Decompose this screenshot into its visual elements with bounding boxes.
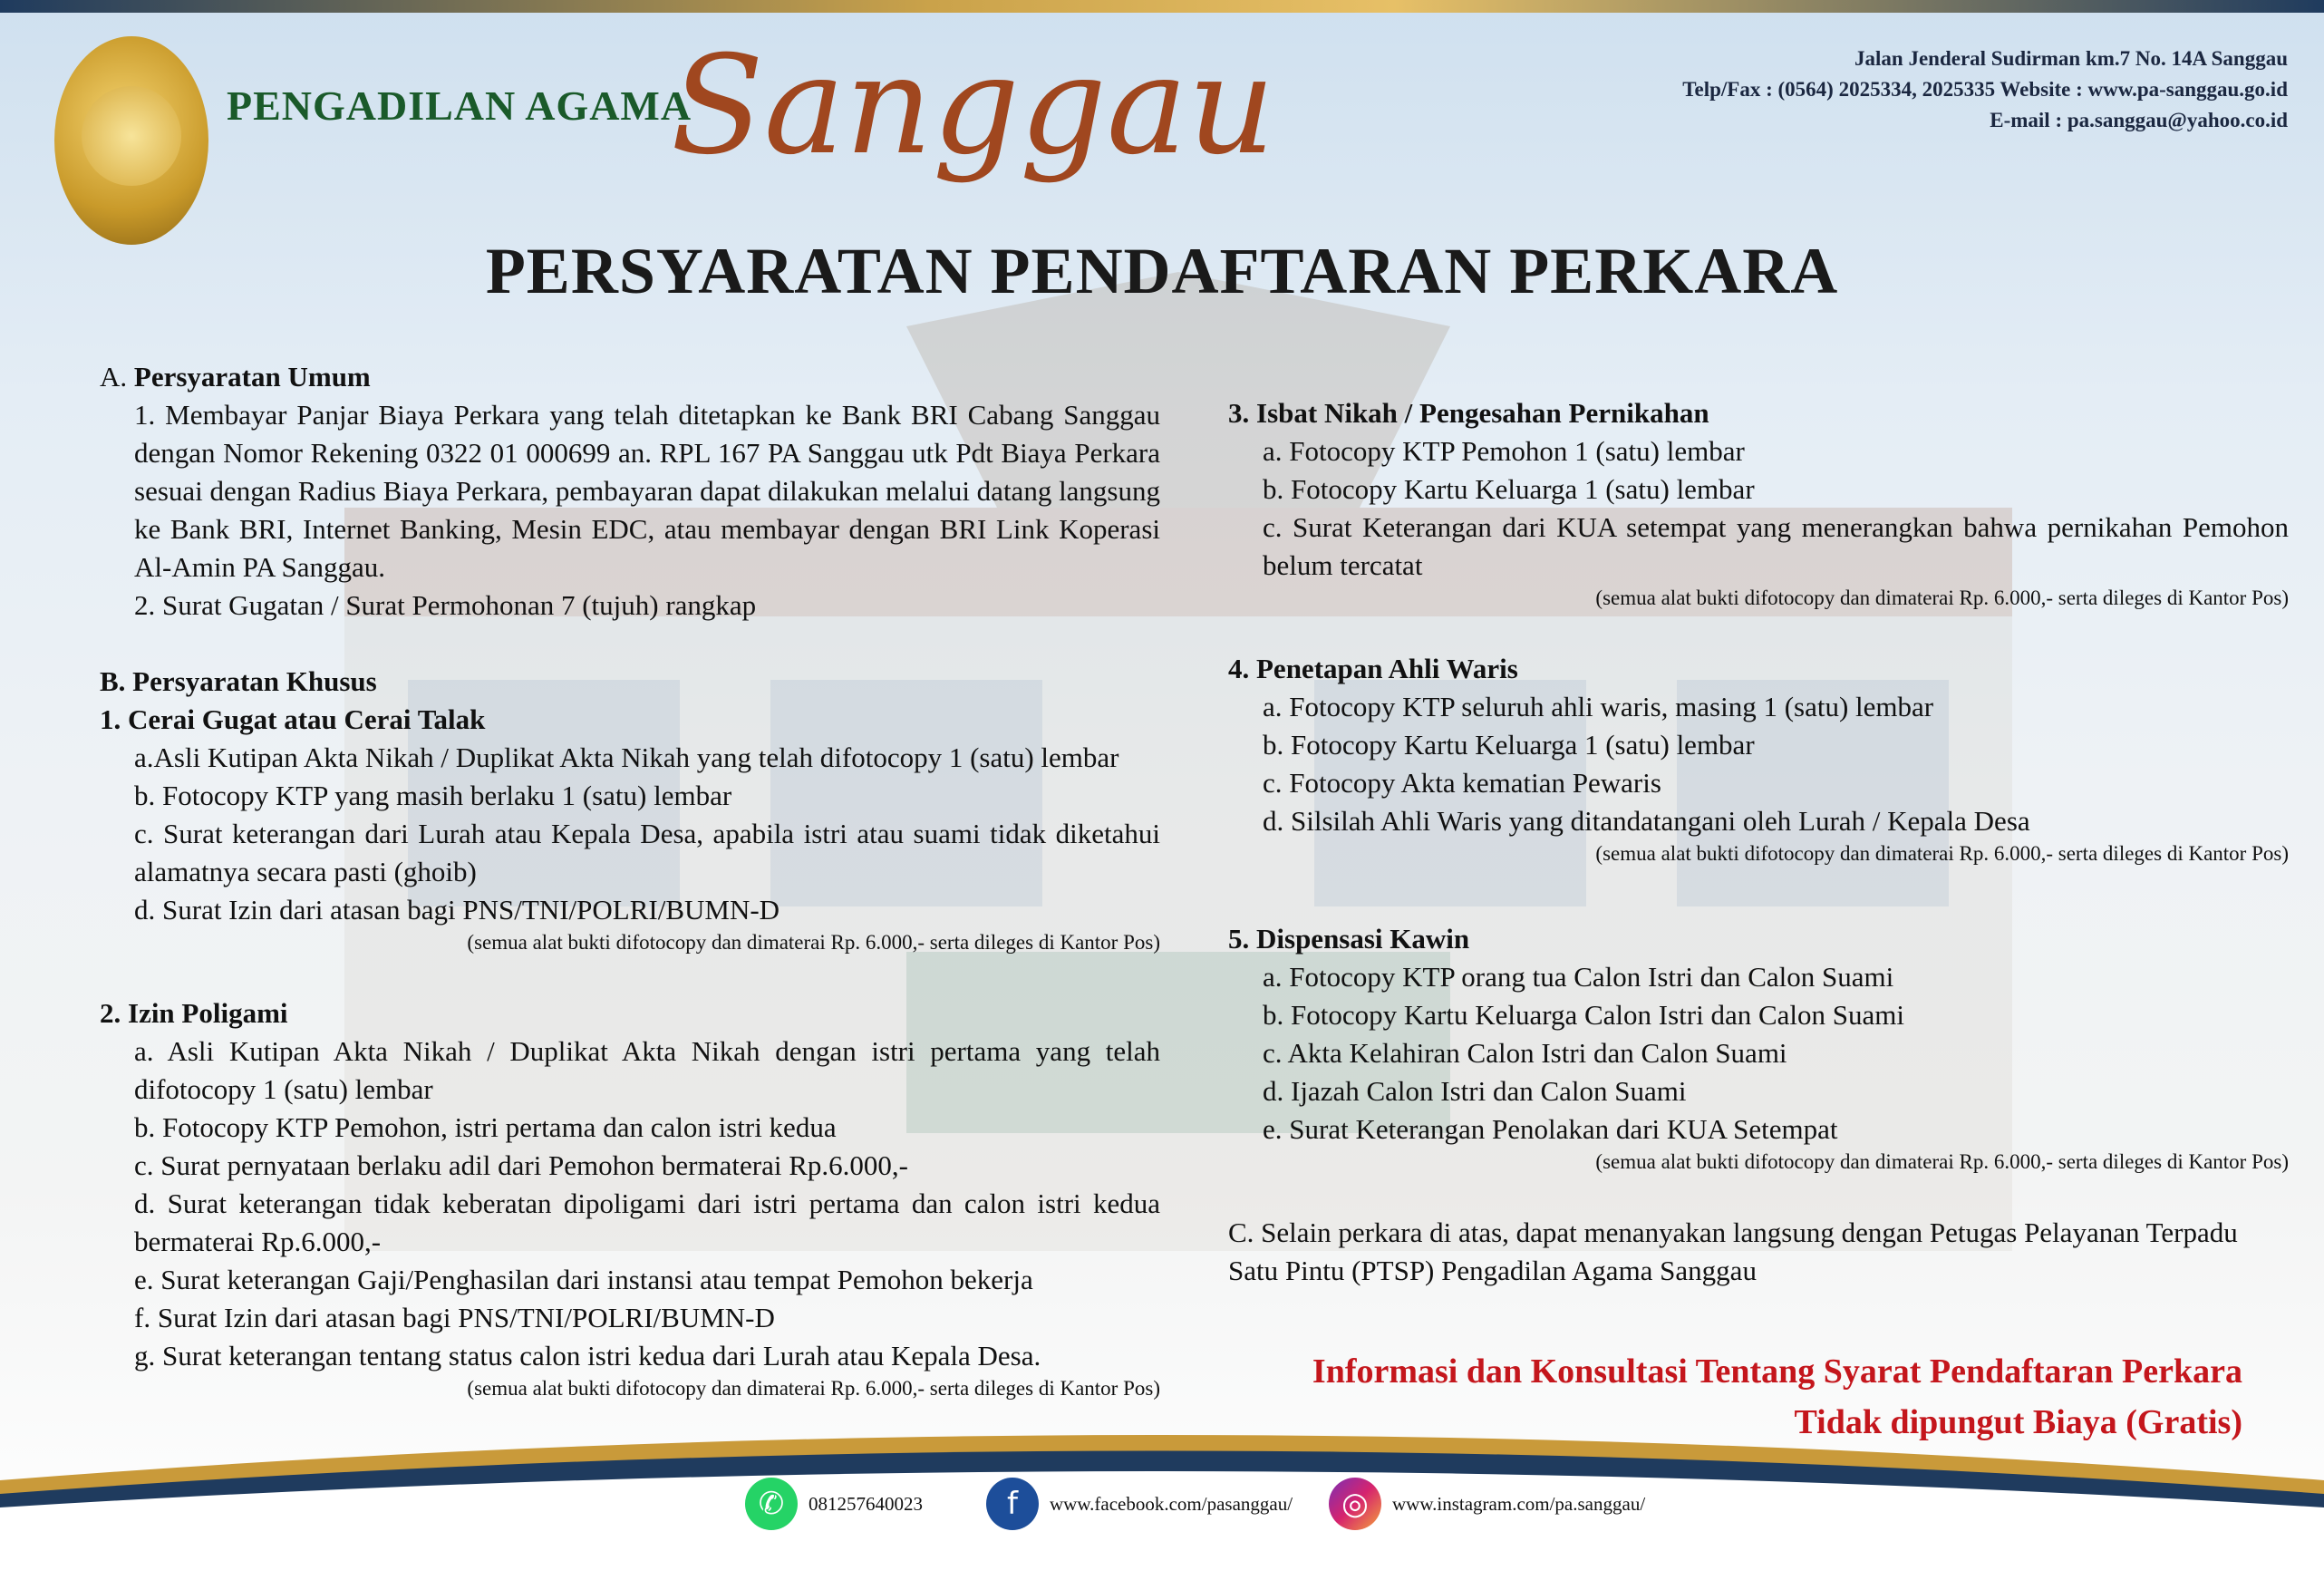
subsection-1-title: 1. Cerai Gugat atau Cerai Talak <box>100 703 486 735</box>
top-stripe <box>0 0 2324 13</box>
notice-line-1: Informasi dan Konsultasi Tentang Syarat Pendaftaran Perkara <box>1312 1352 2242 1391</box>
left-column <box>100 358 1160 1402</box>
email: E-mail : pa.sanggau@yahoo.co.id <box>1990 109 2288 131</box>
list-item: c. Surat pernyataan berlaku adil dari Pemohon bermaterai Rp.6.000,- <box>134 1149 908 1181</box>
list-item: e. Surat keterangan Gaji/Penghasilan dari instansi atau tempat Pemohon bekerja <box>134 1264 1033 1295</box>
list-item: a.Asli Kutipan Akta Nikah / Duplikat Akta Nikah yang telah difotocopy 1 (satu) lembar <box>134 742 1119 773</box>
right-column <box>1228 394 2289 1290</box>
phone-website: Telp/Fax : (0564) 2025334, 2025335 Website : www.pa-sanggau.go.id <box>1682 78 2288 101</box>
list-item: d. Ijazah Calon Istri dan Calon Suami <box>1263 1075 1687 1107</box>
list-item: g. Surat keterangan tentang status calon istri kedua dari Lurah atau Kepala Desa. <box>134 1340 1041 1372</box>
list-item: a. Fotocopy KTP Pemohon 1 (satu) lembar <box>1263 435 1745 467</box>
list-item: b. Fotocopy Kartu Keluarga 1 (satu) lembar <box>1263 473 1755 505</box>
list-item: b. Fotocopy KTP yang masih berlaku 1 (satu) lembar <box>134 780 732 811</box>
facebook-link[interactable] <box>986 1478 1293 1530</box>
list-item: 2. Surat Gugatan / Surat Permohonan 7 (tujuh) rangkap <box>134 589 757 621</box>
list-item: d. Surat Izin dari atasan bagi PNS/TNI/POLRI/BUMN-D <box>134 894 780 926</box>
stamp-note: (semua alat bukti difotocopy dan dimaterai Rp. 6.000,- serta dileges di Kantor Pos) <box>1595 586 2289 609</box>
page-title: PERSYARATAN PENDAFTARAN PERKARA <box>485 235 1839 307</box>
list-item: a. Fotocopy KTP seluruh ahli waris, masing 1 (satu) lembar <box>1263 691 1934 722</box>
subsection-2-title: 2. Izin Poligami <box>100 997 288 1029</box>
address: Jalan Jenderal Sudirman km.7 No. 14A Sanggau <box>1854 47 2288 70</box>
whatsapp-number: 081257640023 <box>809 1492 923 1515</box>
brand-name: PENGADILAN AGAMA <box>227 82 692 129</box>
facebook-icon: f <box>986 1478 1039 1530</box>
section-b-title: B. Persyaratan Khusus <box>100 665 377 697</box>
section-a-heading <box>100 358 1160 396</box>
instagram-link[interactable] <box>1329 1478 1645 1530</box>
list-item: c. Surat Keterangan dari KUA setempat yang menerangkan bahwa pernikahan Pemohon belum tercatat <box>1263 511 2289 581</box>
footer-decoration <box>0 1372 2324 1580</box>
stamp-note: (semua alat bukti difotocopy dan dimaterai Rp. 6.000,- serta dileges di Kantor Pos) <box>467 1377 1160 1400</box>
list-item: c. Surat keterangan dari Lurah atau Kepala Desa, apabila istri atau suami tidak diketahui alamatnya secara pasti (ghoib) <box>134 818 1160 887</box>
list-item: d. Silsilah Ahli Waris yang ditandatangani oleh Lurah / Kepala Desa <box>1263 805 2030 837</box>
court-logo <box>54 36 208 245</box>
whatsapp-icon: ✆ <box>745 1478 798 1530</box>
section-c-text: C. Selain perkara di atas, dapat menanyakan langsung dengan Petugas Pelayanan Terpadu Satu Pintu (PTSP) Pengadilan Agama Sanggau <box>1228 1217 2238 1286</box>
list-item: f. Surat Izin dari atasan bagi PNS/TNI/POLRI/BUMN-D <box>134 1302 775 1333</box>
section-a-label: A. <box>100 361 128 393</box>
list-item: 1. Membayar Panjar Biaya Perkara yang telah ditetapkan ke Bank BRI Cabang Sanggau dengan Nomor Rekening 0322 01 000699 an. RPL 167 PA Sanggau utk Pdt Biaya Perkara sesuai dengan Radius Biaya Perkara, pembayaran dapat dilakukan melalui datang langsung ke Bank BRI, Internet Banking, Mesin EDC, atau membayar dengan BRI Link Koperasi Al-Amin PA Sanggau. <box>134 399 1160 583</box>
stamp-note: (semua alat bukti difotocopy dan dimaterai Rp. 6.000,- serta dileges di Kantor Pos) <box>1595 842 2289 865</box>
stamp-note: (semua alat bukti difotocopy dan dimaterai Rp. 6.000,- serta dileges di Kantor Pos) <box>467 931 1160 954</box>
list-item: b. Fotocopy Kartu Keluarga 1 (satu) lembar <box>1263 729 1755 761</box>
list-item: d. Surat keterangan tidak keberatan dipoligami dari istri pertama dan calon istri kedua bermaterai Rp.6.000,- <box>134 1187 1160 1257</box>
contact-info <box>1682 44 2288 136</box>
list-item: c. Akta Kelahiran Calon Istri dan Calon Suami <box>1263 1037 1787 1069</box>
subsection-4-title: 4. Penetapan Ahli Waris <box>1228 653 1518 684</box>
brand-script: Sanggau <box>671 27 1275 185</box>
instagram-url: www.instagram.com/pa.sanggau/ <box>1392 1492 1646 1515</box>
list-item: e. Surat Keterangan Penolakan dari KUA Setempat <box>1263 1113 1838 1145</box>
list-item: a. Fotocopy KTP orang tua Calon Istri dan Calon Suami <box>1263 961 1894 993</box>
list-item: b. Fotocopy KTP Pemohon, istri pertama dan calon istri kedua <box>134 1111 837 1143</box>
subsection-3-title: 3. Isbat Nikah / Pengesahan Pernikahan <box>1228 397 1709 429</box>
facebook-url: www.facebook.com/pasanggau/ <box>1050 1492 1293 1515</box>
list-item: b. Fotocopy Kartu Keluarga Calon Istri dan Calon Suami <box>1263 999 1905 1031</box>
section-a-title: Persyaratan Umum <box>133 361 371 393</box>
stamp-note: (semua alat bukti difotocopy dan dimaterai Rp. 6.000,- serta dileges di Kantor Pos) <box>1595 1150 2289 1173</box>
instagram-icon: ◎ <box>1329 1478 1381 1530</box>
subsection-5-title: 5. Dispensasi Kawin <box>1228 923 1470 955</box>
list-item: c. Fotocopy Akta kematian Pewaris <box>1263 767 1661 799</box>
notice-line-2: Tidak dipungut Biaya (Gratis) <box>1794 1403 2242 1441</box>
list-item: a. Asli Kutipan Akta Nikah / Duplikat Akta Nikah dengan istri pertama yang telah difotocopy 1 (satu) lembar <box>134 1035 1160 1105</box>
whatsapp-contact[interactable] <box>745 1478 923 1530</box>
